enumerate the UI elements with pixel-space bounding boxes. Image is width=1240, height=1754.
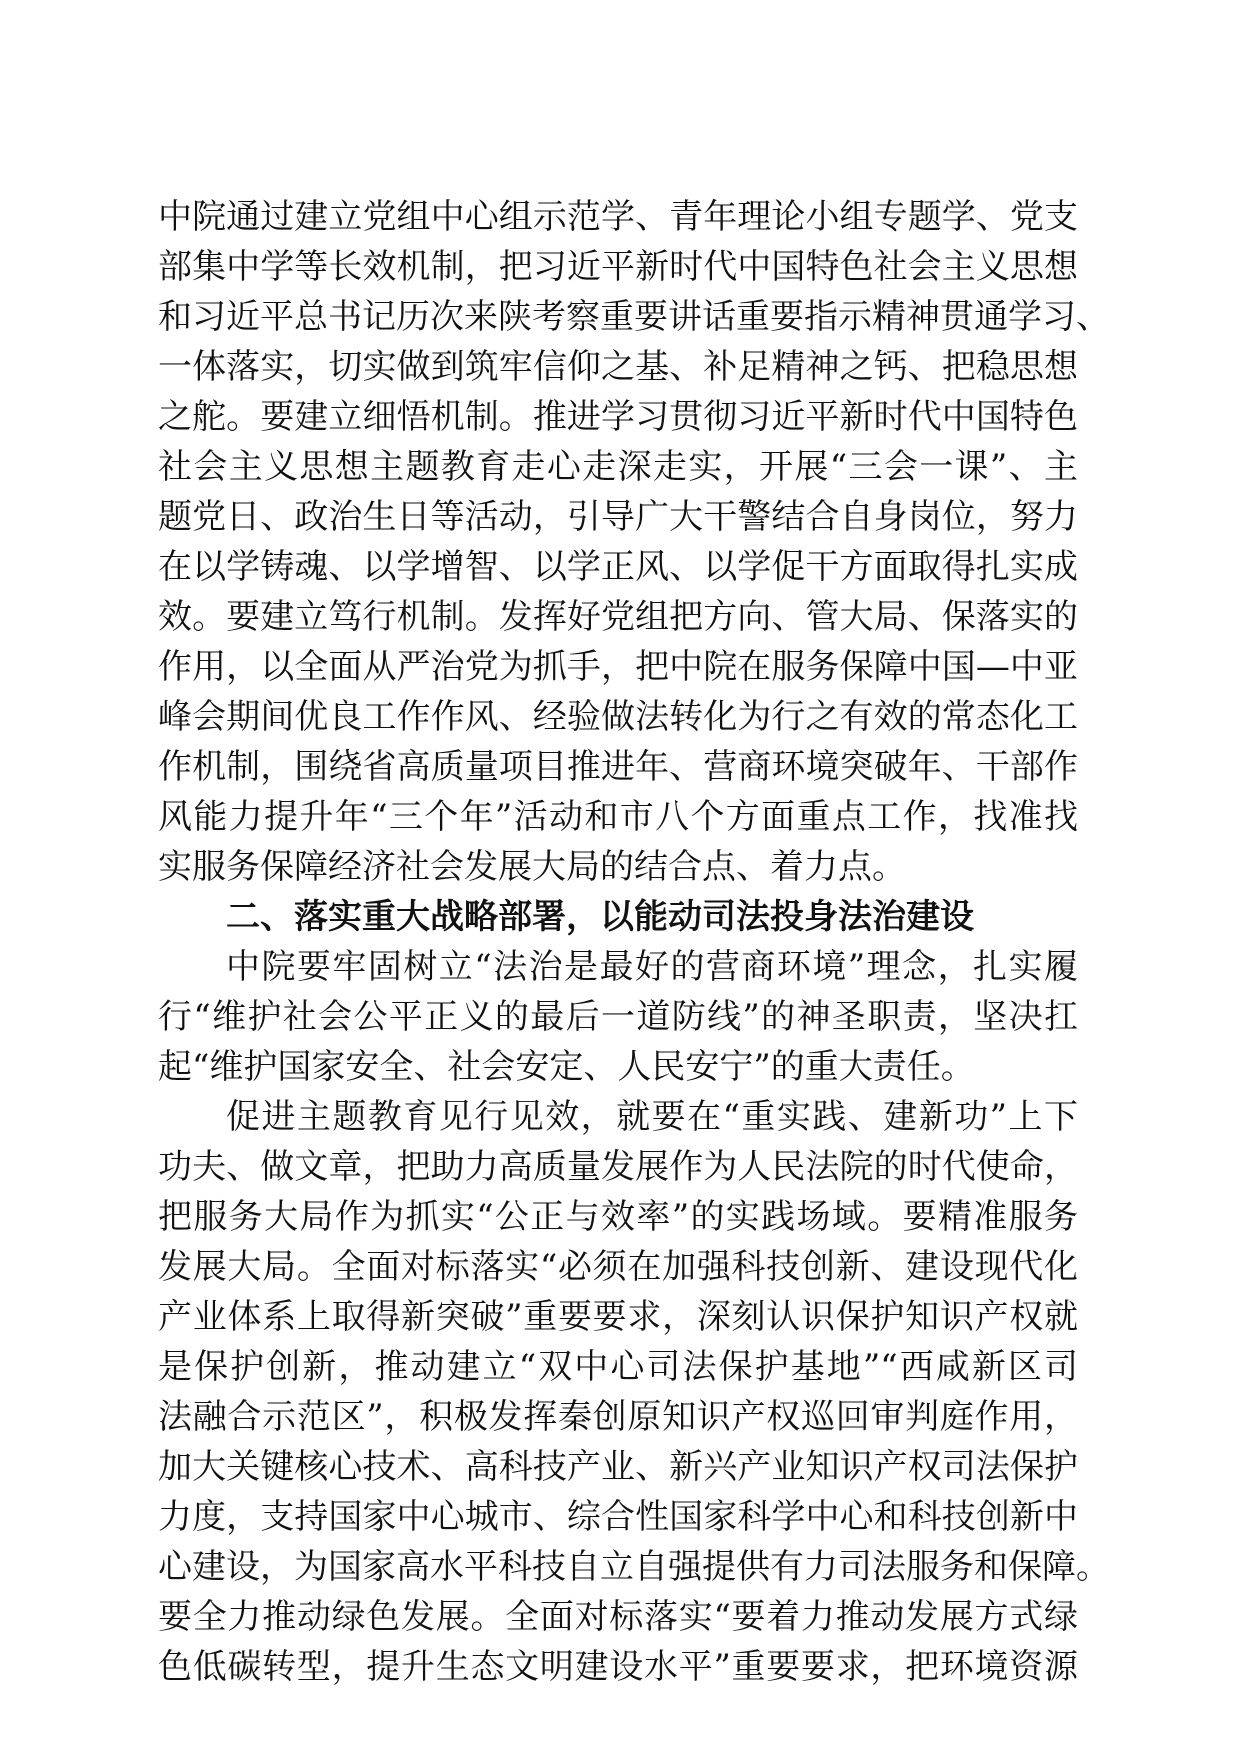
paragraph-line: 作用，以全面从严治党为抓手，把中院在服务保障中国—中亚 — [158, 647, 1078, 687]
paragraph-line: 实服务保障经济社会发展大局的结合点、着力点。 — [158, 847, 906, 887]
paragraph-line: 把服务大局作为抓实“公正与效率”的实践场域。要精准服务 — [158, 1197, 1078, 1237]
paragraph-2 — [158, 942, 1078, 1092]
paragraph-line: 题党日、政治生日等活动，引导广大干警结合自身岗位，努力 — [158, 497, 1078, 537]
paragraph-line: 加大关键核心技术、高科技产业、新兴产业知识产权司法保护 — [158, 1447, 1078, 1487]
paragraph-line: 力度，支持国家中心城市、综合性国家科学中心和科技创新中 — [158, 1497, 1078, 1537]
document-body — [158, 192, 1110, 1692]
paragraph-line: 作机制，围绕省高质量项目推进年、营商环境突破年、干部作 — [158, 747, 1078, 787]
section-heading: 二、落实重大战略部署，以能动司法投身法治建设 — [226, 897, 974, 937]
paragraph-line: 在以学铸魂、以学增智、以学正风、以学促干方面取得扎实成 — [158, 547, 1078, 587]
paragraph-line: 中院要牢固树立“法治是最好的营商环境”理念，扎实履 — [226, 947, 1078, 987]
paragraph-line: 发展大局。全面对标落实“必须在加强科技创新、建设现代化 — [158, 1247, 1078, 1287]
paragraph-line: 功夫、做文章，把助力高质量发展作为人民法院的时代使命， — [158, 1147, 1078, 1187]
paragraph-line: 之舵。要建立细悟机制。推进学习贯彻习近平新时代中国特色 — [158, 397, 1078, 437]
paragraph-line: 是保护创新，推动建立“双中心司法保护基地”“西咸新区司 — [158, 1347, 1078, 1387]
paragraph-line: 风能力提升年“三个年”活动和市八个方面重点工作，找准找 — [158, 797, 1078, 837]
paragraph-line: 部集中学等长效机制，把习近平新时代中国特色社会主义思想 — [158, 247, 1078, 287]
paragraph-line: 心建设，为国家高水平科技自立自强提供有力司法服务和保障。 — [158, 1547, 1110, 1587]
paragraph-1 — [158, 192, 1110, 892]
paragraph-line: 促进主题教育见行见效，就要在“重实践、建新功”上下 — [226, 1097, 1078, 1137]
paragraph-line: 一体落实，切实做到筑牢信仰之基、补足精神之钙、把稳思想 — [158, 347, 1078, 387]
paragraph-line: 社会主义思想主题教育走心走深走实，开展“三会一课”、主 — [158, 447, 1078, 487]
paragraph-line: 中院通过建立党组中心组示范学、青年理论小组专题学、党支 — [158, 197, 1078, 237]
paragraph-line: 起“维护国家安全、社会安定、人民安宁”的重大责任。 — [158, 1047, 975, 1087]
paragraph-line: 行“维护社会公平正义的最后一道防线”的神圣职责，坚决扛 — [158, 997, 1078, 1037]
paragraph-3 — [158, 1092, 1110, 1692]
paragraph-line: 色低碳转型，提升生态文明建设水平”重要要求，把环境资源 — [158, 1647, 1078, 1687]
paragraph-line: 产业体系上取得新突破”重要要求，深刻认识保护知识产权就 — [158, 1297, 1078, 1337]
paragraph-line: 和习近平总书记历次来陕考察重要讲话重要指示精神贯通学习、 — [158, 297, 1110, 337]
paragraph-line: 要全力推动绿色发展。全面对标落实“要着力推动发展方式绿 — [158, 1597, 1078, 1637]
paragraph-line: 效。要建立笃行机制。发挥好党组把方向、管大局、保落实的 — [158, 597, 1078, 637]
paragraph-line: 峰会期间优良工作作风、经验做法转化为行之有效的常态化工 — [158, 697, 1078, 737]
paragraph-line: 法融合示范区”，积极发挥秦创原知识产权巡回审判庭作用， — [158, 1397, 1078, 1437]
